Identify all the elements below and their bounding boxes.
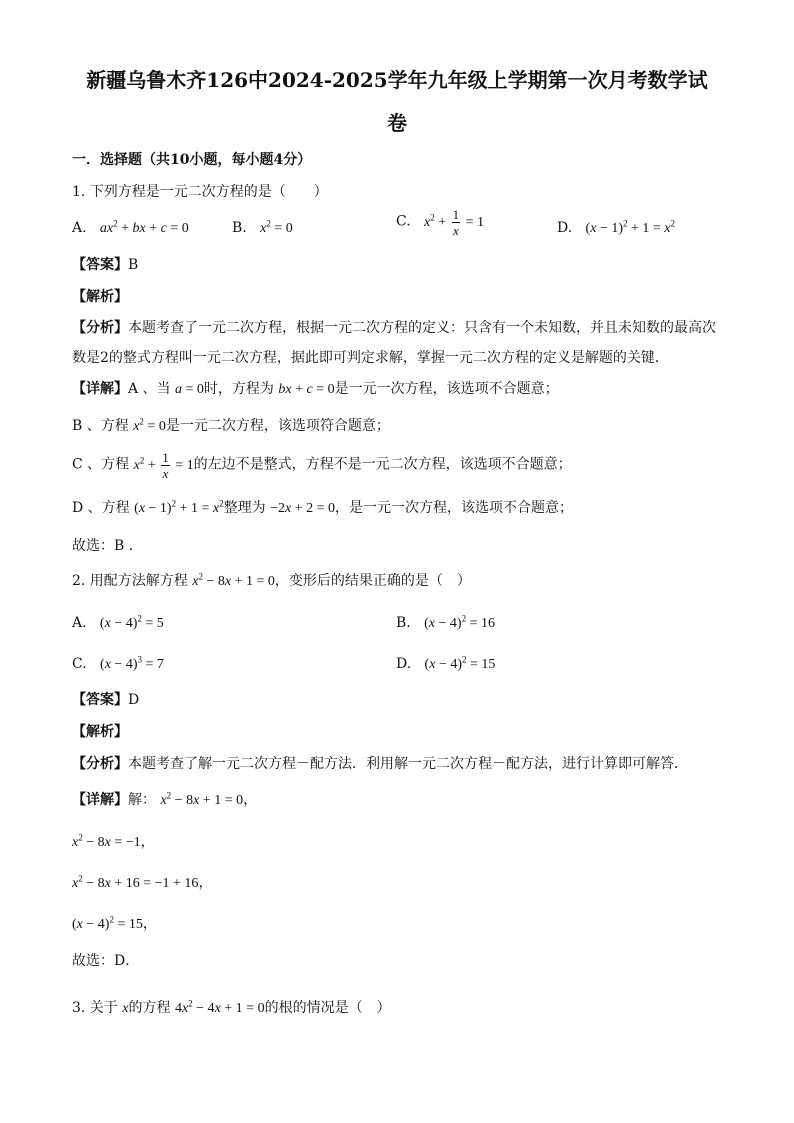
equation: bx + c = 0 [278,382,335,397]
stem-text: 的方程 [128,1000,171,1016]
q2-detail: 【详解】解： $x^2 - 8x + 1 = 0$， [72,790,258,808]
fenxi-text: 本题考查了一元二次方程，根据一元二次方程的定义：只含有一个未知数，并且未知数的最高次 [128,320,716,336]
equation: $x^2 - 8x + 1 = 0$ [192,571,275,589]
option-label: C. [72,656,87,672]
q2-option-a [72,615,164,633]
detail-text: A 、当 [128,381,171,397]
equation: −2x + 2 = 0 [270,501,335,516]
q1-fenxi-line2: 数是2的整式方程叫一元二次方程，据此即可判定求解，掌握一元二次方程的定义是解题的关键． [72,350,669,366]
q2-option-c [72,656,164,674]
q1-option-c [396,208,484,237]
stem-text: 2. 用配方法解方程 [72,573,188,589]
option-label: B. [232,220,247,236]
detail-tag: 【详解】 [72,381,128,397]
option-label: A. [72,220,87,236]
q2-step-1: $x^2 - 8x = -1$， [72,832,155,850]
equation: $4x^2 - 4x + 1 = 0$ [174,998,265,1016]
q1-analysis-tag: 【解析】 [72,289,128,305]
q2-fenxi [72,756,688,773]
q1-fenxi-line1 [72,320,716,337]
option-label: B. [396,615,411,631]
option-label: D. [557,220,573,236]
fenxi-tag: 【分析】 [72,320,128,336]
equation: $x^2$ + $\frac{1}{x}$ = 1 [133,450,194,481]
equation: $x^2 = 0$ [260,218,293,236]
answer-value: D [128,692,140,708]
q2-answer [72,692,139,709]
stem-text: 3. 关于 [72,1000,118,1016]
page-title: 新疆乌鲁木齐126中2024-2025学年九年级上学期第一次月考数学试 [86,68,708,92]
q3-stem [72,1000,391,1018]
equation: $x^2$ + $\frac{1}{x}$ = 1 [424,207,485,238]
page-title-continued: 卷 [387,111,407,135]
q1-option-a [72,220,189,238]
answer-tag: 【答案】 [72,692,128,708]
detail-text: D 、方程 [72,500,130,516]
answer-value: B [128,257,139,273]
q1-detail-a [72,381,559,399]
stem-text: ，变形后的结果正确的是（ ） [274,573,471,589]
option-label: D. [396,656,412,672]
equation: $x^2 - 8x = -1$ [72,832,141,850]
equation: $(x - 4)^3 = 7$ [100,654,164,672]
equation: $x^2 - 8x + 1 = 0$ [160,790,244,808]
equation: a = 0 [175,382,204,397]
equation: x [122,1001,129,1016]
equation: $(x - 1)^2 + 1 = x^2$ [134,498,224,516]
equation: $(x - 1)^2 + 1 = x^2$ [585,218,676,236]
section-heading: 一．选择题（共10小题，每小题4分） [72,152,312,168]
equation: $x^2 = 0$ [133,416,166,434]
q1-stem: 1. 下列方程是一元二次方程的是（ ） [72,184,328,200]
q1-option-d [557,220,675,238]
q2-conclusion: 故选：D． [72,953,140,969]
q1-option-b [232,220,293,238]
detail-text: B 、方程 [72,418,129,434]
equation: $(x - 4)^2 = 16$ [424,613,495,631]
q1-conclusion: 故选：B ． [72,538,143,554]
equation: $(x - 4)^2 = 15$ [72,914,143,932]
stem-text: 的根的情况是（ ） [264,1000,391,1016]
detail-text: 时，方程为 [203,381,274,397]
detail-tag: 【详解】 [72,792,128,808]
equation: $ax^2$ + bx + c = 0 [99,218,189,236]
q2-step-3: $(x - 4)^2 = 15$， [72,914,157,932]
equation: $x^2 - 8x + 16 = -1 + 16$ [72,873,199,891]
detail-text: 的左边不是整式，方程不是一元二次方程，该选项不合题意； [193,456,572,473]
detail-text: C 、方程 [72,456,130,473]
q2-step-2: $x^2 - 8x + 16 = -1 + 16$， [72,873,213,891]
detail-text: 是一元一次方程，该选项不合题意； [334,381,559,397]
q2-option-b [396,615,495,633]
detail-text: 整理为 [223,500,266,516]
fenxi-text: 本题考查了解一元二次方程－配方法．利用解一元二次方程－配方法，进行计算即可解答． [128,756,688,772]
option-label: A. [72,615,87,631]
q2-analysis-tag: 【解析】 [72,724,128,740]
q1-detail-d [72,500,573,518]
detail-text: 是一元二次方程，该选项符合题意； [165,418,390,434]
q2-stem [72,573,471,591]
detail-text: 解： [128,792,156,808]
equation: $(x - 4)^2 = 15$ [424,654,496,672]
q1-detail-b [72,418,390,436]
equation: $(x - 4)^2 = 5$ [99,613,164,631]
detail-text: ，是一元一次方程，该选项不合题意； [334,500,573,516]
answer-tag: 【答案】 [72,257,128,273]
q1-answer [72,257,138,274]
q2-option-d [396,656,495,674]
fenxi-tag: 【分析】 [72,756,128,772]
option-label: C. [396,213,411,230]
q1-detail-c [72,451,572,480]
